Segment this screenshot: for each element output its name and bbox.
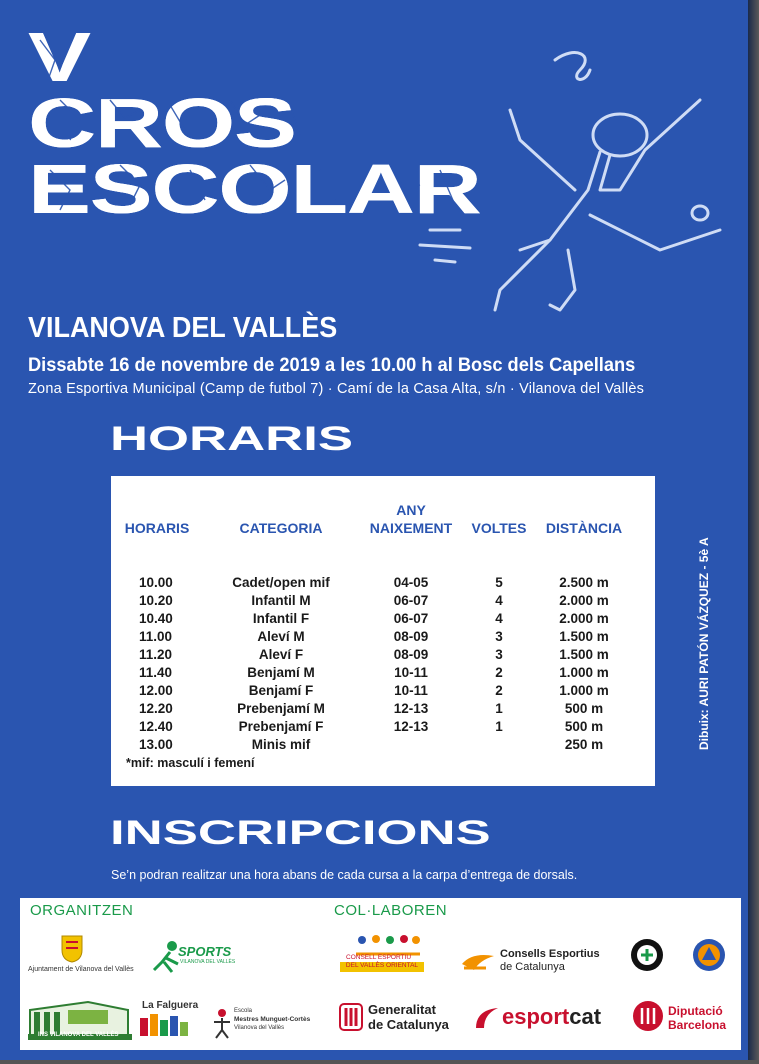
page-edge <box>748 0 759 1064</box>
cell-voltes: 2 <box>495 683 503 698</box>
generalitat-shield-icon <box>338 1002 364 1032</box>
cell-hora: 12.40 <box>139 719 173 734</box>
drawing-credit: Dibuix: AURI PATÓN VÁZQUEZ - 5è A <box>697 537 711 750</box>
cell-any: 06-07 <box>393 611 429 626</box>
ins-logo: INS VILANOVA DEL VALLÈS <box>38 1032 119 1038</box>
esportcat-logo-b: cat <box>569 1004 602 1029</box>
cell-dist: 1.500 m <box>559 647 609 662</box>
cell-dist: 2.000 m <box>559 611 609 626</box>
title-line-3: ESCOLAR <box>28 150 481 228</box>
esportcat-logo <box>502 1004 601 1030</box>
ajuntament-shield-icon <box>60 934 84 964</box>
generalitat-logo-2: de Catalunya <box>368 1017 449 1032</box>
cell-any: 12-13 <box>393 701 429 716</box>
col-laboren-heading: COL·LABOREN <box>334 902 448 919</box>
cell-dist: 500 m <box>564 701 604 716</box>
town-title: VILANOVA DEL VALLÈS <box>28 312 338 344</box>
sponsors-panel <box>20 898 741 1050</box>
consell-logo-2: DEL VALLÈS ORIENTAL <box>340 962 424 972</box>
cell-any: 04-05 <box>393 575 429 590</box>
event-place: Zona Esportiva Municipal (Camp de futbol 7) · Camí de la Casa Alta, s/n · Vilanova del Vallès <box>28 381 645 397</box>
escola-logo-3: Vilanova del Vallès <box>234 1025 285 1031</box>
cell-dist: 500 m <box>564 719 604 734</box>
cell-voltes: 2 <box>495 665 503 680</box>
cell-any: 12-13 <box>393 719 429 734</box>
cell-cat: Benjamí M <box>247 665 315 680</box>
sports-logo-sub: VILANOVA DEL VALLÈS <box>180 959 236 965</box>
cell-dist: 1.500 m <box>559 629 609 644</box>
title-line-1: V <box>28 18 90 96</box>
consell-logo-1: CONSELL ESPORTIU <box>346 954 412 961</box>
cell-voltes: 4 <box>495 611 503 626</box>
cell-any: 10-11 <box>394 683 428 698</box>
falguera-logo: La Falguera <box>142 1000 199 1011</box>
diputacio-emblem-icon <box>632 1000 664 1032</box>
consells-logo-2: de Catalunya <box>500 961 565 973</box>
cell-hora: 12.00 <box>139 683 173 698</box>
cell-cat: Aleví M <box>257 629 305 644</box>
escola-figure-icon <box>210 1008 234 1040</box>
consells-logo-1: Consells Esportius <box>500 948 600 960</box>
cell-voltes: 1 <box>495 701 503 716</box>
escola-logo-2: Mestres Munguet-Cortès <box>234 1016 311 1023</box>
horaris-heading: HORARIS <box>110 420 354 458</box>
cell-any: 10-11 <box>394 665 428 680</box>
cell-dist: 2.500 m <box>559 575 609 590</box>
cell-hora: 11.20 <box>139 647 173 662</box>
sports-logo: SPORTS <box>178 944 232 959</box>
generalitat-logo-1: Generalitat <box>368 1002 436 1017</box>
cell-cat: Infantil M <box>251 593 311 608</box>
organitzen-heading: ORGANITZEN <box>30 902 134 919</box>
cell-cat: Aleví F <box>258 647 304 662</box>
esportcat-logo-a: esport <box>502 1004 570 1029</box>
cell-any: 06-07 <box>393 593 429 608</box>
civil-protection-badge-icon <box>692 938 726 972</box>
cell-hora: 12.20 <box>139 701 173 716</box>
cell-dist: 1.000 m <box>559 665 609 680</box>
consells-esportius-icon <box>460 950 496 972</box>
cell-hora: 10.20 <box>139 593 173 608</box>
cell-hora: 10.40 <box>139 611 173 626</box>
police-badge-icon <box>630 938 664 972</box>
header-horaris: HORARIS <box>124 520 190 536</box>
header-distancia: DISTÀNCIA <box>545 520 623 536</box>
cell-voltes: 3 <box>495 629 503 644</box>
cell-cat: Infantil F <box>252 611 310 626</box>
cell-dist: 2.000 m <box>559 593 609 608</box>
runner-illustration-icon <box>400 40 740 320</box>
cell-cat: Cadet/open mif <box>232 575 330 590</box>
cell-any: 08-09 <box>393 629 429 644</box>
consell-figures-icon <box>354 934 424 956</box>
cell-dist: 1.000 m <box>559 683 609 698</box>
cell-voltes: 5 <box>495 575 503 590</box>
cell-hora: 11.00 <box>139 629 173 644</box>
diputacio-logo-1: Diputació <box>668 1004 723 1018</box>
cell-any: 08-09 <box>393 647 429 662</box>
cell-cat: Prebenjamí M <box>237 701 325 716</box>
diputacio-logo-2: Barcelona <box>668 1018 727 1032</box>
cell-hora: 11.40 <box>139 665 173 680</box>
header-any-2: NAIXEMENT <box>369 520 453 536</box>
cell-hora: 10.00 <box>139 575 173 590</box>
cell-voltes: 1 <box>495 719 503 734</box>
cell-hora: 13.00 <box>139 737 173 752</box>
table-note: *mif: masculí i femení <box>126 756 255 770</box>
cell-cat: Minis mif <box>251 737 311 752</box>
ajuntament-logo: Ajuntament de Vilanova del Vallès <box>28 966 134 973</box>
inscripcions-heading: INSCRIPCIONS <box>110 814 491 852</box>
escola-logo-1: Escola <box>234 1008 253 1014</box>
cell-voltes: 4 <box>495 593 503 608</box>
cell-cat: Prebenjamí F <box>238 719 324 734</box>
header-categoria: CATEGORIA <box>239 520 323 536</box>
page-bottom-edge <box>0 1060 759 1064</box>
header-voltes: VOLTES <box>471 520 527 536</box>
cell-dist: 250 m <box>564 737 604 752</box>
inscripcions-text: Se’n podran realitzar una hora abans de cada cursa a la carpa d’entrega de dorsals. <box>111 868 578 882</box>
esportcat-swoosh-icon <box>472 1004 502 1032</box>
cell-cat: Benjamí F <box>248 683 314 698</box>
event-date: Dissabte 16 de novembre de 2019 a les 10.00 h al Bosc dels Capellans <box>28 355 636 376</box>
header-any-1: ANY <box>396 502 426 518</box>
cell-voltes: 3 <box>495 647 503 662</box>
timetable <box>111 476 655 786</box>
title-line-2: CROS <box>28 84 296 162</box>
